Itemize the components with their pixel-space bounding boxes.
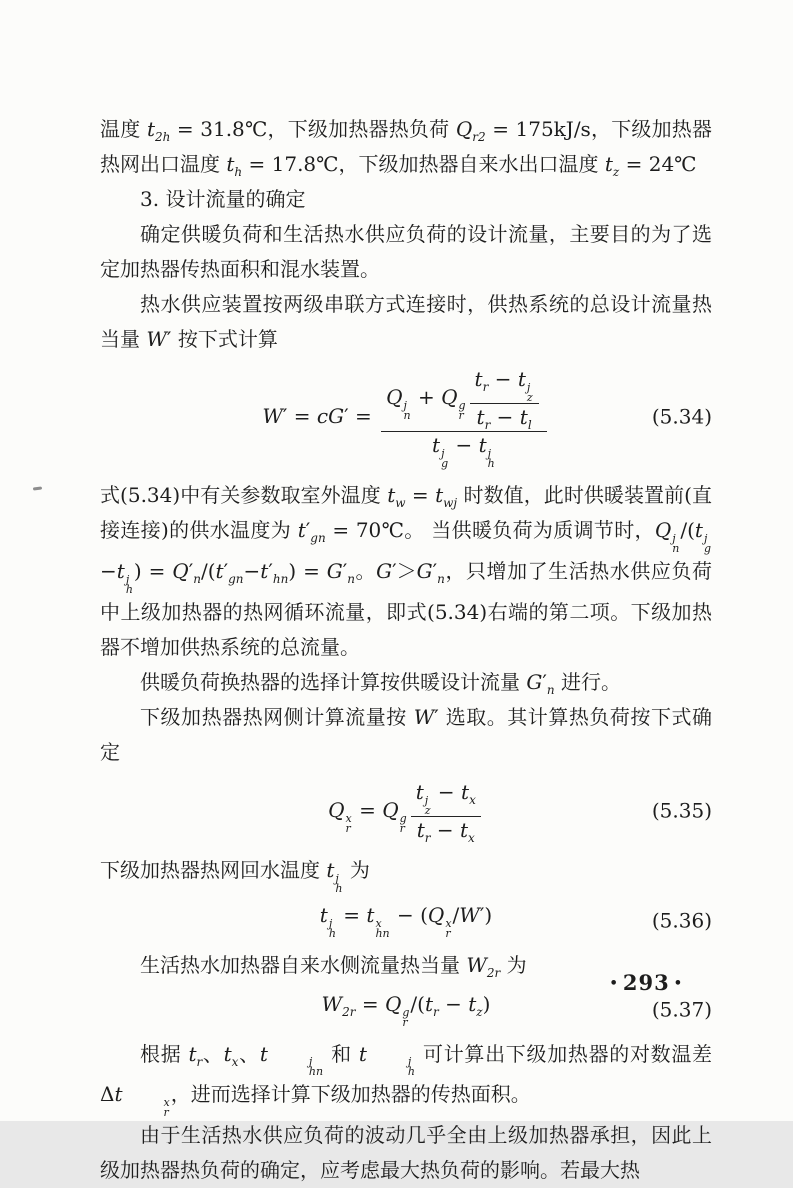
paragraph-result-values: 温度 $t_{2h}$ = 31.8℃，下级加热器热负荷 $Q_{r2} = 175kJ/s$，下级加热器热网出口温度 $t_h$ = 17.8℃，下级加热器自来水出口温度 $t_z$ = 24℃ bbox=[100, 117, 712, 179]
paragraph-heating-exchanger-selection: 供暖负荷换热器的选择计算按供暖设计流量 $G'_n$ 进行。 bbox=[140, 669, 621, 697]
formula-5-36: t j h = t x hn − (Q x r /W′) bbox=[319, 902, 493, 940]
scan-artifact bbox=[33, 486, 42, 490]
equation-number-5-36: (5.36) bbox=[651, 908, 712, 933]
paragraph-tap-water-equivalent: 生活热水加热器自来水侧流量热当量 $W_{2r}$ 为 bbox=[140, 952, 527, 980]
paragraph-lower-heater-flow: 下级加热器热网侧计算流量按 W′ 选取。其计算热负荷按下式确定 bbox=[100, 704, 713, 764]
paragraph-design-flow-purpose: 确定供暖负荷和生活热水供应负荷的设计流量，主要目的为了选定加热器传热面积和混水装置。 bbox=[100, 222, 712, 281]
equation-5-35 bbox=[100, 770, 712, 853]
paragraph-log-mean-temp-diff: 根据 $t_r$、$t_x$、t j hn 和 t j h 可计算出下级加热器的对数温差 Δt x r ，进而选择计算下级加热器的传热面积。 bbox=[100, 1041, 713, 1120]
equation-number-5-37: (5.37) bbox=[651, 997, 712, 1022]
page-number bbox=[606, 970, 687, 995]
equation-number-5-34: (5.34) bbox=[651, 404, 712, 429]
paragraph-return-water-temp: 下级加热器热网回水温度 t j h 为 bbox=[100, 857, 370, 895]
equation-number-5-35: (5.35) bbox=[651, 798, 712, 823]
paragraph-upper-heater-load: 由于生活热水供应负荷的波动几乎全由上级加热器承担，因此上级加热器热负荷的确定，应考虑最大热负荷的影响。若最大热 bbox=[100, 1123, 712, 1183]
page-number-right-dot: • bbox=[673, 976, 683, 991]
equation-5-34 bbox=[100, 357, 712, 478]
formula-5-34: W′ = cG′ = Q j n + Q g r $t_r - t$ j z $t_r - t_l$ t j g − t j h bbox=[262, 366, 549, 469]
formula-5-37: $W_{2r} = Q$ g r $/(t_r - t_z)$ bbox=[321, 991, 491, 1029]
paragraph-two-stage-series: 热水供应装置按两级串联方式连接时，供热系统的总设计流量热当量 W′ 按下式计算 bbox=[100, 292, 712, 351]
page-number-value: 293 bbox=[622, 970, 670, 995]
text-content bbox=[100, 112, 712, 1188]
equation-5-36 bbox=[100, 894, 712, 948]
paragraph-parameters-explanation: 式(5.34)中有关参数取室外温度 $t_w = t_{wj}$ 时数值，此时供暖装置前(直接连接)的供水温度为 $t'_{gn}$ = 70℃。 当供暖负荷为质调节时，Q j n /(t j g −t j h ) = $Q'_n/(t'_{gn}-t'_{hn}) = G'_n$。$G'>G'_n$，只增加了生活热水供应负荷中上级加热器的热网循环流量，即式(5.34)右端的第二项。下级加热器不增加供热系统的总流量。 bbox=[100, 482, 712, 659]
formula-5-35: Q x r = Q g r t j z − $t_x$ $t_r - t_x$ bbox=[328, 779, 484, 844]
section-heading: 3. 设计流量的确定 bbox=[140, 187, 306, 211]
page-number-left-dot: • bbox=[609, 976, 619, 991]
